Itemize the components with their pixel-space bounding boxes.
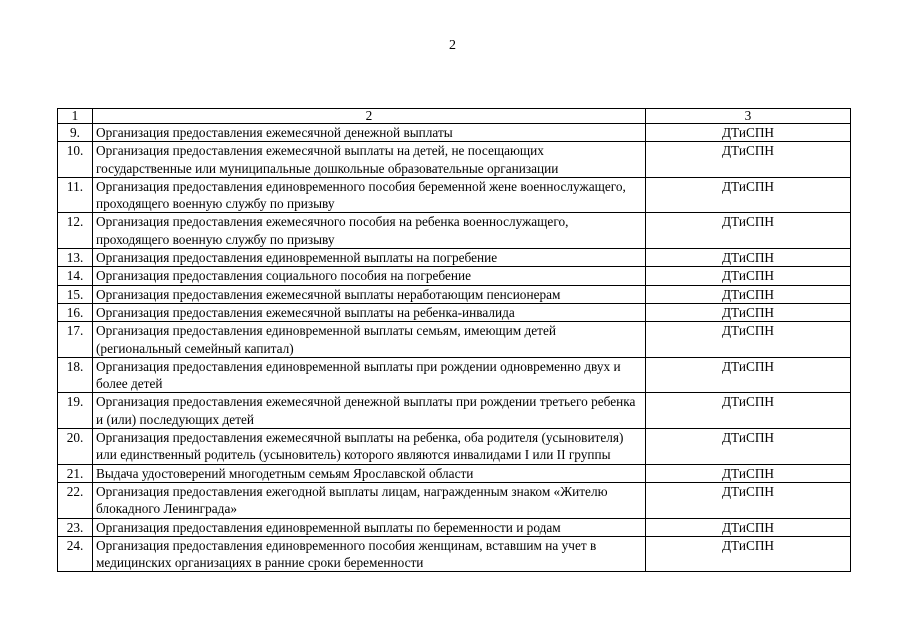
service-name: Организация предоставления единовременной выплаты по беременности и родам — [93, 518, 646, 536]
row-number: 12. — [58, 213, 93, 249]
table-row — [58, 213, 851, 249]
table-row — [58, 285, 851, 303]
row-number: 10. — [58, 142, 93, 178]
service-name: Организация предоставления ежемесячной выплаты на детей, не посещающих государственные или муниципальные дошкольные образовательные организации — [93, 142, 646, 178]
service-name: Организация предоставления ежемесячной выплаты на ребенка-инвалида — [93, 303, 646, 321]
table-row — [58, 393, 851, 429]
service-name: Организация предоставления единовременной выплаты при рождении одновременно двух и более детей — [93, 357, 646, 393]
service-name: Организация предоставления социального пособия на погребение — [93, 267, 646, 285]
row-number: 13. — [58, 249, 93, 267]
table-row — [58, 464, 851, 482]
service-name: Организация предоставления ежемесячной денежной выплаты — [93, 124, 646, 142]
table-row — [58, 267, 851, 285]
responsible-department: ДТиСПН — [646, 536, 851, 572]
table-header-row — [58, 109, 851, 124]
row-number: 23. — [58, 518, 93, 536]
service-name: Организация предоставления ежегодной выплаты лицам, награжденным знаком «Жителю блокадного Ленинграда» — [93, 482, 646, 518]
table-row — [58, 177, 851, 213]
responsible-department: ДТиСПН — [646, 357, 851, 393]
row-number: 18. — [58, 357, 93, 393]
service-name: Организация предоставления единовременной выплаты на погребение — [93, 249, 646, 267]
row-number: 16. — [58, 303, 93, 321]
table-row — [58, 429, 851, 465]
service-name: Организация предоставления ежемесячной выплаты на ребенка, оба родителя (усыновителя) или единственный родитель (усыновитель) которого являются инвалидами I или II группы — [93, 429, 646, 465]
service-name: Выдача удостоверений многодетным семьям Ярославской области — [93, 464, 646, 482]
table-row — [58, 357, 851, 393]
responsible-department: ДТиСПН — [646, 267, 851, 285]
table-row — [58, 322, 851, 358]
responsible-department: ДТиСПН — [646, 464, 851, 482]
table-row — [58, 518, 851, 536]
table-body — [58, 109, 851, 572]
header-col-1: 1 — [58, 109, 93, 124]
service-name: Организация предоставления ежемесячной выплаты неработающим пенсионерам — [93, 285, 646, 303]
row-number: 17. — [58, 322, 93, 358]
responsible-department: ДТиСПН — [646, 429, 851, 465]
responsible-department: ДТиСПН — [646, 482, 851, 518]
row-number: 20. — [58, 429, 93, 465]
row-number: 21. — [58, 464, 93, 482]
service-name: Организация предоставления единовременного пособия беременной жене военнослужащего, проходящего военную службу по призыву — [93, 177, 646, 213]
responsible-department: ДТиСПН — [646, 142, 851, 178]
responsible-department: ДТиСПН — [646, 249, 851, 267]
page-number: 2 — [449, 38, 456, 53]
responsible-department: ДТиСПН — [646, 213, 851, 249]
row-number: 24. — [58, 536, 93, 572]
service-name: Организация предоставления единовременной выплаты семьям, имеющим детей (региональный семейный капитал) — [93, 322, 646, 358]
responsible-department: ДТиСПН — [646, 177, 851, 213]
row-number: 15. — [58, 285, 93, 303]
table-row — [58, 482, 851, 518]
row-number: 19. — [58, 393, 93, 429]
row-number: 14. — [58, 267, 93, 285]
service-name: Организация предоставления единовременного пособия женщинам, вставшим на учет в медицинских организациях в ранние сроки беременности — [93, 536, 646, 572]
table-row — [58, 142, 851, 178]
responsible-department: ДТиСПН — [646, 322, 851, 358]
responsible-department: ДТиСПН — [646, 518, 851, 536]
table-row — [58, 303, 851, 321]
service-name: Организация предоставления ежемесячного пособия на ребенка военнослужащего, проходящего военную службу по призыву — [93, 213, 646, 249]
table-row — [58, 249, 851, 267]
table-row — [58, 536, 851, 572]
services-table — [57, 108, 851, 572]
header-col-2: 2 — [93, 109, 646, 124]
row-number: 11. — [58, 177, 93, 213]
header-col-3: 3 — [646, 109, 851, 124]
table-row — [58, 124, 851, 142]
row-number: 22. — [58, 482, 93, 518]
row-number: 9. — [58, 124, 93, 142]
responsible-department: ДТиСПН — [646, 393, 851, 429]
service-name: Организация предоставления ежемесячной денежной выплаты при рождении третьего ребенка и (или) последующих детей — [93, 393, 646, 429]
responsible-department: ДТиСПН — [646, 303, 851, 321]
responsible-department: ДТиСПН — [646, 285, 851, 303]
responsible-department: ДТиСПН — [646, 124, 851, 142]
